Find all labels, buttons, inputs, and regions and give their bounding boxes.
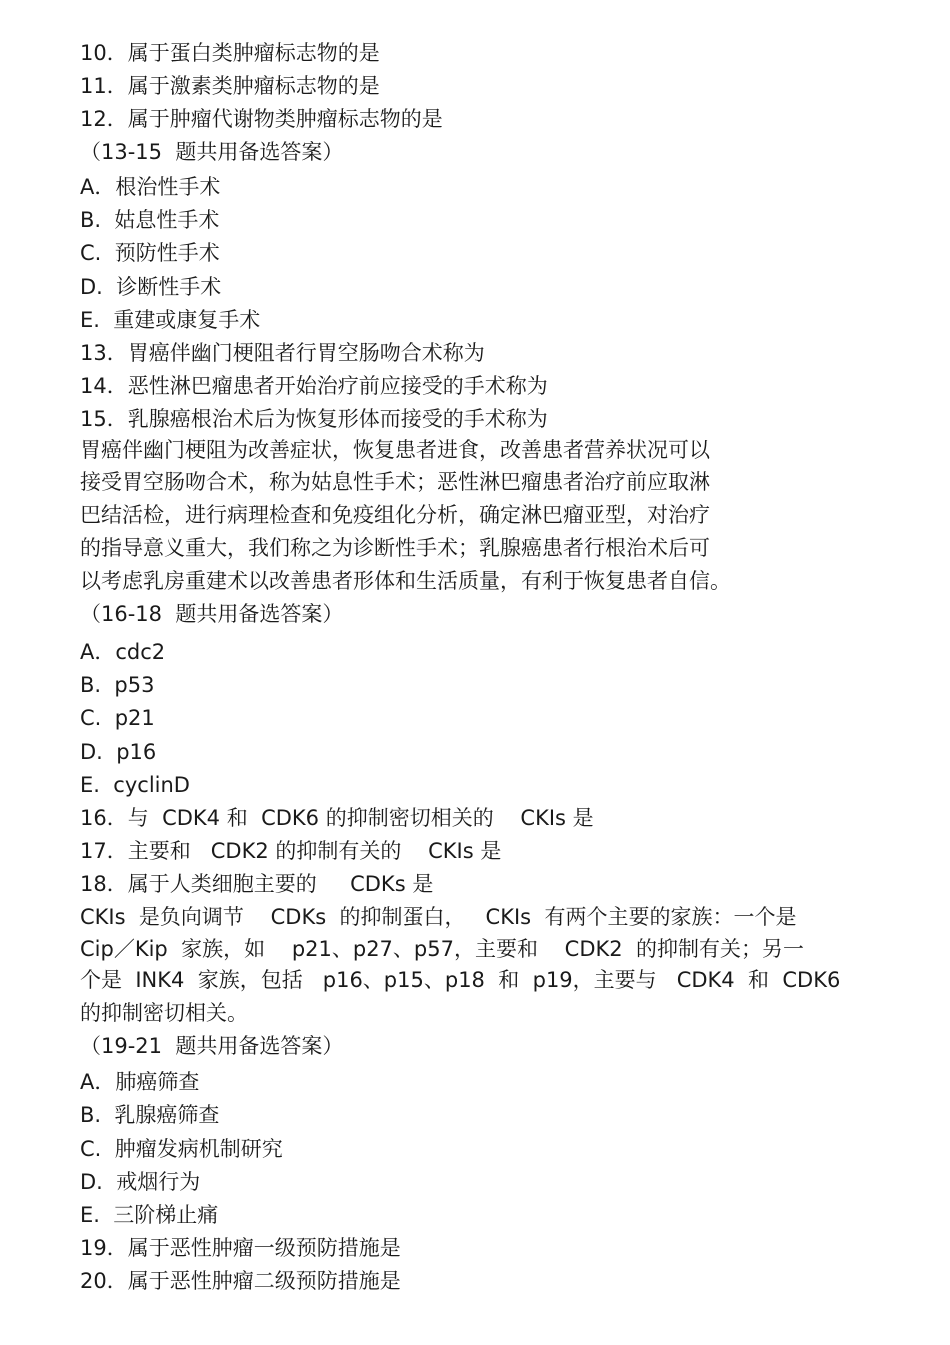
explanation-line: CKIs 是负向调节 CDKs 的抑制蛋白， CKIs 有两个主要的家族：一个是 <box>80 905 797 929</box>
option-e: E. 重建或康复手术 <box>80 308 261 332</box>
option-c: C. 预防性手术 <box>80 241 220 265</box>
question-12: 12．属于肿瘤代谢物类肿瘤标志物的是 <box>80 107 443 131</box>
option-d: D. 戒烟行为 <box>80 1170 201 1194</box>
explanation-line: 个是 INK4 家族，包括 p16、p15、p18 和 p19，主要与 CDK4 和 CDK6 <box>80 968 841 992</box>
question-16: 16．与 CDK4 和 CDK6 的抑制密切相关的 CKIs 是 <box>80 806 594 830</box>
question-19: 19．属于恶性肿瘤一级预防措施是 <box>80 1236 401 1260</box>
explanation-line: 巴结活检，进行病理检查和免疫组化分析，确定淋巴瘤亚型，对治疗 <box>80 503 710 527</box>
option-a: A．cdc2 <box>80 640 166 664</box>
question-13: 13．胃癌伴幽门梗阻者行胃空肠吻合术称为 <box>80 341 485 365</box>
option-d: D. 诊断性手术 <box>80 275 222 299</box>
explanation-line: 的指导意义重大，我们称之为诊断性手术；乳腺癌患者行根治术后可 <box>80 536 710 560</box>
option-a: A．肺癌筛查 <box>80 1070 200 1094</box>
explanation-line: Cip／Kip 家族，如 p21、p27、p57，主要和 CDK2 的抑制有关；另一 <box>80 937 804 961</box>
option-b: B. p53 <box>80 673 155 697</box>
option-e: E. cyclinD <box>80 773 190 797</box>
group-header-19-21: （19-21 题共用备选答案） <box>80 1034 344 1058</box>
question-20: 20．属于恶性肿瘤二级预防措施是 <box>80 1269 401 1293</box>
explanation-line: 胃癌伴幽门梗阻为改善症状，恢复患者进食，改善患者营养状况可以 <box>80 438 710 462</box>
question-11: 11．属于激素类肿瘤标志物的是 <box>80 74 380 98</box>
question-10: 10．属于蛋白类肿瘤标志物的是 <box>80 41 380 65</box>
option-b: B. 乳腺癌筛查 <box>80 1103 220 1127</box>
option-a: A．根治性手术 <box>80 175 221 199</box>
option-d: D. p16 <box>80 740 157 764</box>
question-17: 17．主要和 CDK2 的抑制有关的 CKIs 是 <box>80 839 502 863</box>
question-15: 15．乳腺癌根治术后为恢复形体而接受的手术称为 <box>80 407 548 431</box>
option-e: E. 三阶梯止痛 <box>80 1203 219 1227</box>
question-18: 18．属于人类细胞主要的 CDKs 是 <box>80 872 434 896</box>
question-14: 14．恶性淋巴瘤患者开始治疗前应接受的手术称为 <box>80 374 548 398</box>
group-header-13-15: （13-15 题共用备选答案） <box>80 140 344 164</box>
option-c: C. p21 <box>80 706 155 730</box>
group-header-16-18: （16-18 题共用备选答案） <box>80 602 344 626</box>
explanation-line: 接受胃空肠吻合术，称为姑息性手术；恶性淋巴瘤患者治疗前应取淋 <box>80 470 710 494</box>
option-c: C. 肿瘤发病机制研究 <box>80 1137 283 1161</box>
option-b: B. 姑息性手术 <box>80 208 220 232</box>
explanation-line: 的抑制密切相关。 <box>80 1001 248 1025</box>
explanation-line: 以考虑乳房重建术以改善患者形体和生活质量，有利于恢复患者自信。 <box>80 569 731 593</box>
